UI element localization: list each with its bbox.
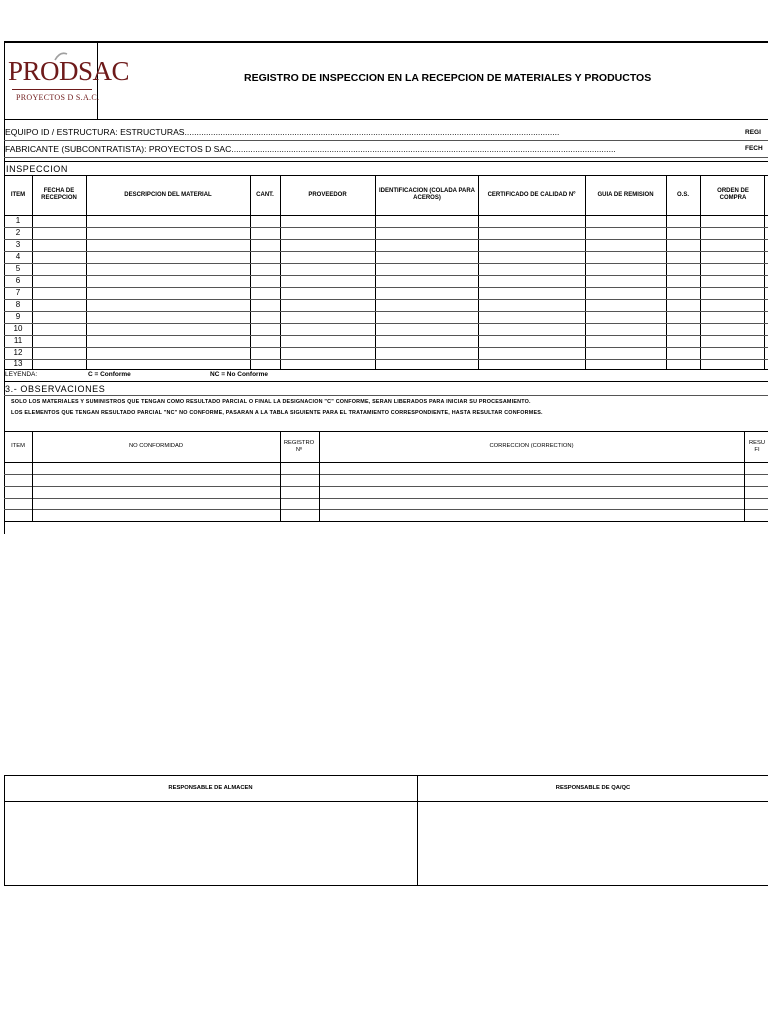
nc-row-line: [4, 509, 768, 510]
row-number: 5: [15, 264, 21, 273]
row-number: 3: [15, 240, 21, 249]
row-number: 6: [15, 276, 21, 285]
row-line: [4, 287, 768, 288]
logo-wordmark: PRODSAC: [8, 56, 130, 86]
top-border: [4, 41, 768, 43]
row-line: [4, 227, 768, 228]
logo-subtitle: PROYECTOS D S.A.C.: [16, 93, 100, 102]
nc-table: [4, 431, 768, 521]
row-number: 7: [15, 288, 21, 297]
fecha-label: FECH: [745, 145, 763, 152]
inspection-top-line: [4, 161, 768, 162]
nc-header-line: [4, 462, 768, 463]
row-number: 1: [15, 216, 21, 225]
field-line-2: [4, 157, 768, 158]
row-number: 8: [15, 300, 21, 309]
signature-block: [4, 775, 768, 885]
observations-section-label: 3.- OBSERVACIONES: [5, 384, 106, 394]
nc-header-no-conformidad: NO CONFORMIDAD: [128, 443, 184, 449]
header-identificacion: IDENTIFICACION (COLADA PARA ACEROS): [379, 188, 475, 201]
nc-bottom-line: [4, 521, 768, 522]
row-line: [4, 347, 768, 348]
header-descripcion: DESCRIPCION DEL MATERIAL: [124, 191, 212, 198]
table-bottom-line: [4, 369, 768, 370]
row-line: [4, 359, 768, 360]
row-line: [4, 251, 768, 252]
registro-label: REGI: [745, 129, 761, 136]
equipo-field: EQUIPO ID / ESTRUCTURA: ESTRUCTURAS.............................................................................................................................................................: [5, 127, 560, 137]
header-bottom-line: [4, 119, 768, 120]
nc-row-line: [4, 498, 768, 499]
logo-swoosh-icon: [54, 50, 68, 62]
col-line: [700, 175, 701, 369]
signature-bottom-line: [4, 885, 768, 886]
inspection-table: [4, 175, 768, 369]
company-logo: [6, 50, 130, 110]
row-line: [4, 335, 768, 336]
observation-line-1: SOLO LOS MATERIALES Y SUMINISTROS QUE TENGAN COMO RESULTADO PARCIAL O FINAL LA DESIGNACION "C" CONFORME, SERAN LIBERADOS PARA INICIAR SU PROCESAMIENTO.: [11, 399, 531, 405]
row-number: 13: [13, 359, 23, 368]
header-orden: ORDEN DE COMPRA: [717, 188, 749, 201]
fabricante-field: FABRICANTE (SUBCONTRATISTA): PROYECTOS D SAC.................................................................................................................................................................: [5, 144, 616, 154]
row-number: 9: [15, 312, 21, 321]
header-item: ITEM: [10, 191, 26, 198]
header-os: O.S.: [676, 191, 689, 198]
observations-label-line: [4, 395, 768, 396]
legend-no-conforme: NC = No Conforme: [210, 371, 268, 378]
legend-conforme: C = Conforme: [88, 371, 131, 378]
nc-row-line: [4, 486, 768, 487]
observations-top-line: [4, 381, 768, 382]
signature-almacen-label: RESPONSABLE DE ALMACEN: [168, 784, 253, 791]
row-line: [4, 299, 768, 300]
header-fecha: FECHA DE RECEPCION: [41, 188, 77, 201]
row-number: 4: [15, 252, 21, 261]
header-certificado: CERTIFICADO DE CALIDAD Nº: [487, 191, 576, 198]
row-line: [4, 239, 768, 240]
nc-header-correccion: CORRECCION (CORRECTION): [489, 443, 574, 449]
row-line: [4, 323, 768, 324]
signature-qaqc-label: RESPONSABLE DE QA/QC: [555, 784, 631, 791]
row-number: 10: [13, 324, 23, 333]
nc-header-item: ITEM: [11, 443, 25, 449]
nc-row-line: [4, 474, 768, 475]
row-number: 2: [15, 228, 21, 237]
nc-col-line: [744, 431, 745, 521]
field-line-1: [4, 140, 768, 141]
inspection-section-label: INSPECCION: [6, 164, 69, 174]
header-proveedor: PROVEEDOR: [308, 191, 347, 198]
nc-header-resultado: RESU FI: [748, 439, 766, 453]
row-number: 12: [13, 348, 23, 357]
document-title: REGISTRO DE INSPECCION EN LA RECEPCION DE MATERIALES Y PRODUCTOS: [244, 72, 652, 84]
row-line: [4, 263, 768, 264]
col-line: [375, 175, 376, 369]
row-line: [4, 311, 768, 312]
row-number: 11: [13, 336, 23, 345]
logo-underline: [12, 89, 92, 90]
header-cantidad: CANT.: [256, 191, 274, 198]
table-header-line: [4, 215, 768, 216]
observation-line-2: LOS ELEMENTOS QUE TENGAN RESULTADO PARCIAL "NC" NO CONFORME, PASARAN A LA TABLA SIGUIENTE PARA EL TRATAMIENTO CORRESPONDIENTE, HASTA RESULTAR CONFORMES.: [11, 410, 543, 416]
row-line: [4, 275, 768, 276]
header-guia: GUIA DE REMISION: [597, 191, 654, 198]
signature-header-line: [4, 801, 768, 802]
nc-col-line: [280, 431, 281, 521]
legend-label: LEYENDA:: [5, 371, 38, 378]
col-line: [764, 175, 765, 369]
nc-header-registro: REGISTRO Nº: [283, 439, 315, 453]
